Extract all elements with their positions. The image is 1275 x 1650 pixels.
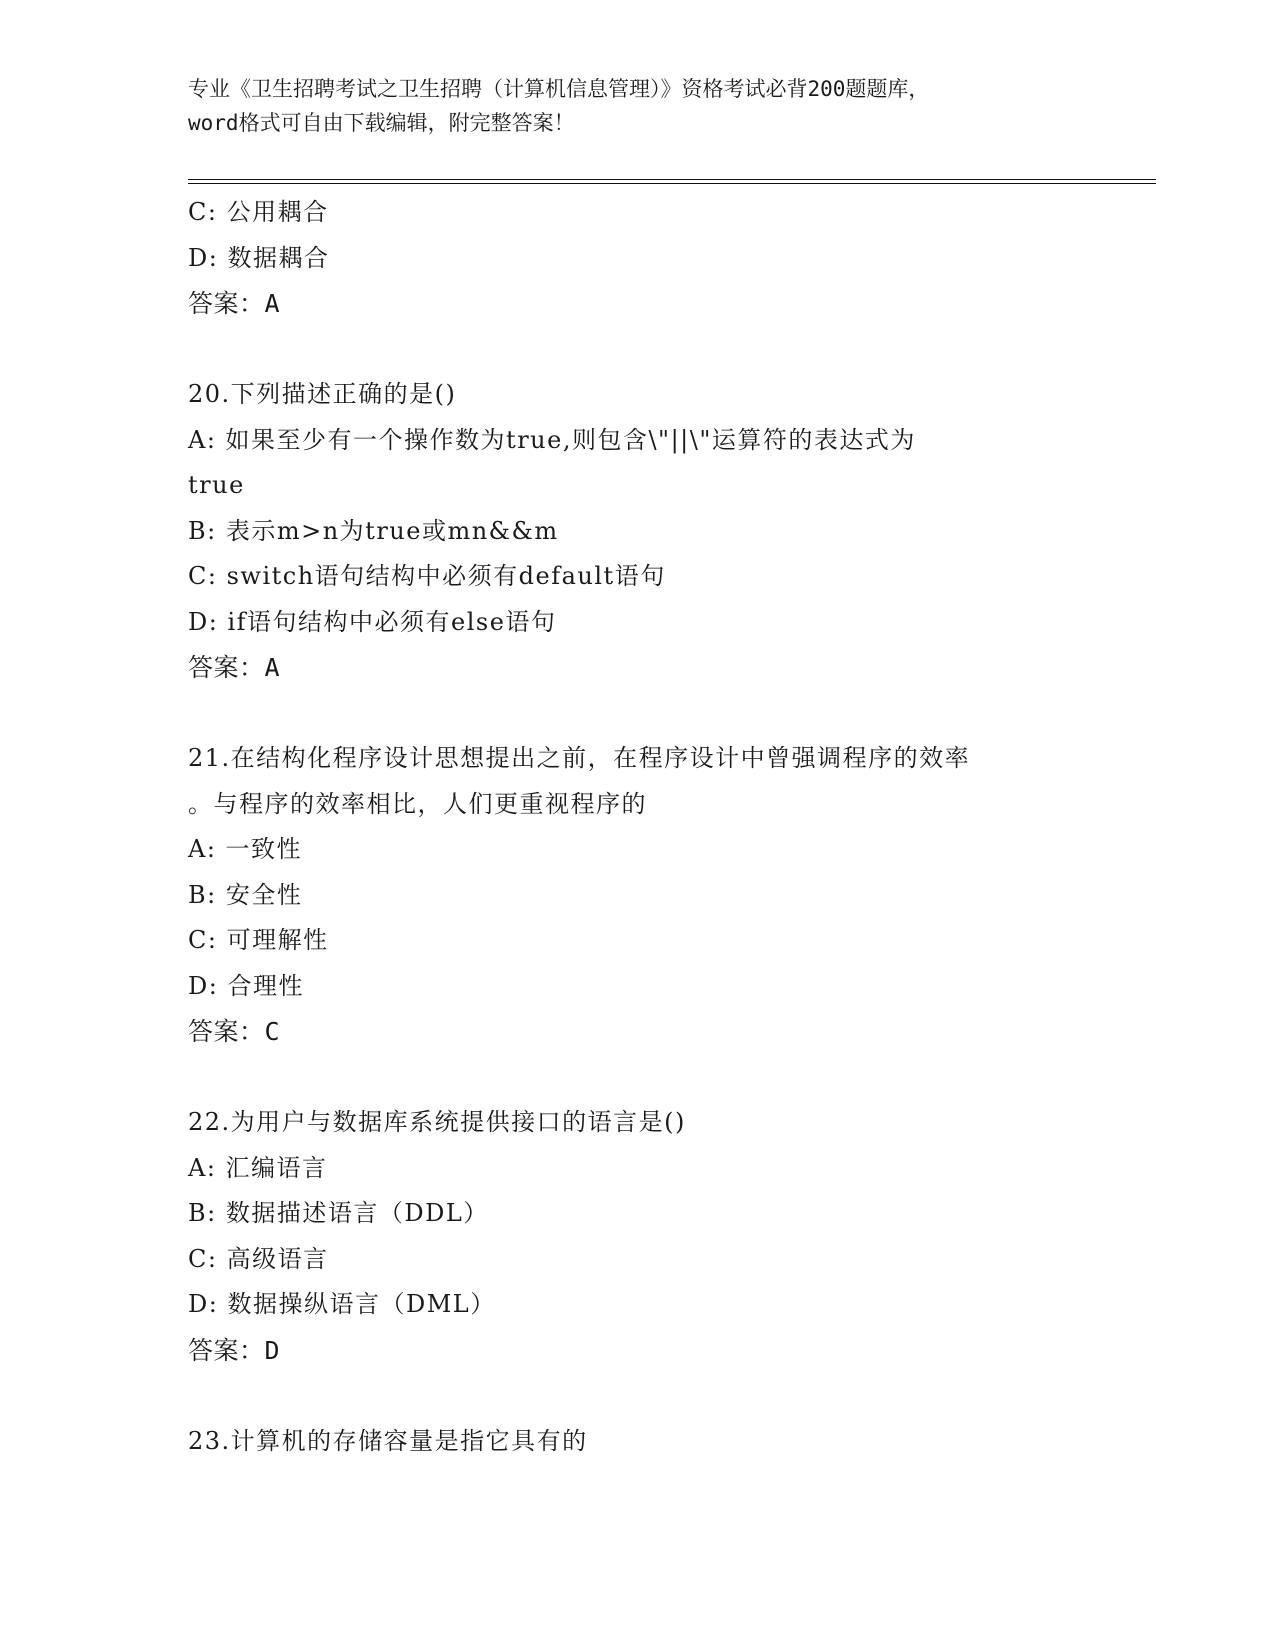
- question-stem: 20.下列描述正确的是(): [188, 380, 457, 408]
- option-d: D: if语句结构中必须有else语句: [188, 607, 557, 636]
- question-list: [188, 190, 1088, 1464]
- header-divider-top: [188, 179, 1156, 180]
- option-d: D: 数据耦合: [188, 243, 330, 272]
- option-b: B: 数据描述语言（DDL）: [188, 1199, 489, 1227]
- answer: 答案：A: [188, 289, 281, 318]
- spacer: [188, 327, 1088, 373]
- option-c: C: switch语句结构中必须有default语句: [188, 562, 666, 590]
- header-divider-bottom: [188, 183, 1156, 184]
- option-c: C: 公用耦合: [188, 198, 329, 226]
- answer: 答案：C: [188, 1017, 281, 1046]
- spacer: [188, 691, 1088, 737]
- option-a-continued: true: [188, 471, 245, 499]
- option-a: A: 如果至少有一个操作数为true,则包含\"||\"运算符的表达式为: [188, 425, 916, 454]
- option-a: A: 一致性: [188, 835, 303, 863]
- answer: 答案：A: [188, 653, 281, 682]
- option-a: A: 汇编语言: [188, 1153, 328, 1182]
- option-d: D: 数据操纵语言（DML）: [188, 1290, 496, 1318]
- spacer: [188, 1055, 1088, 1101]
- header-line-2: word格式可自由下载编辑，附完整答案！: [188, 111, 575, 135]
- option-b: B: 表示m>n为true或mn&&m: [188, 516, 559, 545]
- document-header: [188, 72, 1088, 140]
- spacer: [188, 1373, 1088, 1419]
- question-stem: 21.在结构化程序设计思想提出之前，在程序设计中曾强调程序的效率: [188, 744, 971, 772]
- question-stem: 23.计算机的存储容量是指它具有的: [188, 1426, 588, 1455]
- option-c: C: 高级语言: [188, 1244, 329, 1273]
- header-line-1: 专业《卫生招聘考试之卫生招聘（计算机信息管理）》资格考试必背200题题库，: [188, 77, 930, 101]
- option-b: B: 安全性: [188, 880, 303, 909]
- answer: 答案：D: [188, 1335, 281, 1365]
- option-c: C: 可理解性: [188, 926, 329, 954]
- question-stem: 22.为用户与数据库系统提供接口的语言是(): [188, 1108, 686, 1136]
- question-stem-continued: 。与程序的效率相比，人们更重视程序的: [188, 789, 647, 818]
- option-d: D: 合理性: [188, 971, 304, 1000]
